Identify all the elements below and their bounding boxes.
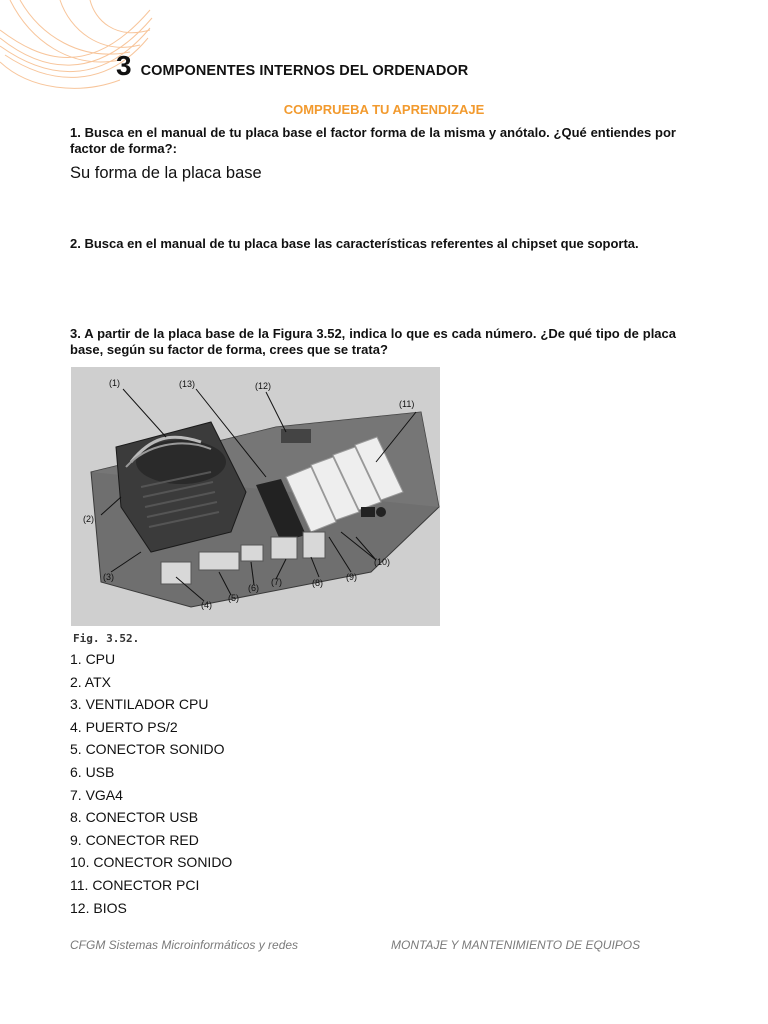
list-item: 12. BIOS (70, 899, 127, 916)
callout-9: (9) (346, 572, 357, 582)
callout-4: (4) (201, 600, 212, 610)
callout-13: (13) (179, 379, 196, 389)
callout-12: (12) (255, 381, 272, 391)
callout-10: (10) (374, 557, 391, 567)
list-item: 3. VENTILADOR CPU (70, 696, 209, 713)
chapter-title: COMPONENTES INTERNOS DEL ORDENADOR (140, 63, 469, 79)
list-item: 6. USB (70, 763, 115, 780)
list-item: 5. CONECTOR SONIDO (70, 741, 225, 758)
footer-module: MONTAJE Y MANTENIMIENTO DE EQUIPOS (391, 938, 641, 952)
footer-course: CFGM Sistemas Microinformáticos y redes (70, 938, 299, 952)
answer-1: Su forma de la placa base (70, 164, 262, 182)
callout-8: (8) (312, 578, 323, 588)
question-3: 3. A partir de la placa base de la Figura 3.52, indica lo que es cada número. ¿De qué tipo de placa base, según su factor de forma, crees que se trata? (70, 326, 676, 357)
list-item: 7. VGA4 (70, 786, 123, 803)
list-item: 9. CONECTOR RED (70, 831, 199, 848)
answer-list (70, 648, 232, 919)
motherboard-figure (71, 367, 440, 626)
figure-caption: Fig. 3.52. (73, 632, 140, 645)
motherboard-illustration (71, 367, 440, 626)
list-item: 2. ATX (70, 673, 111, 690)
question-1: 1. Busca en el manual de tu placa base el factor forma de la misma y anótalo. ¿Qué entiendes por factor de forma?: (70, 125, 676, 156)
chapter-number: 3 (116, 50, 132, 81)
callout-1: (1) (109, 378, 120, 388)
list-item: 11. CONECTOR PCI (70, 876, 200, 893)
callout-11: (11) (399, 399, 415, 409)
list-item: 10. CONECTOR SONIDO (70, 854, 233, 871)
callout-5: (5) (228, 593, 239, 603)
section-title: COMPRUEBA TU APRENDIZAJE (283, 102, 485, 117)
chapter-heading (116, 50, 468, 82)
callout-7: (7) (271, 577, 282, 587)
callout-6: (6) (248, 583, 259, 593)
callout-2: (2) (83, 514, 94, 524)
question-2: 2. Busca en el manual de tu placa base las características referentes al chipset que soporta. (70, 236, 639, 251)
list-item: 8. CONECTOR USB (70, 809, 199, 826)
list-item: 4. PUERTO PS/2 (70, 718, 178, 735)
callout-3: (3) (103, 572, 114, 582)
list-item: 1. CPU (70, 651, 116, 667)
